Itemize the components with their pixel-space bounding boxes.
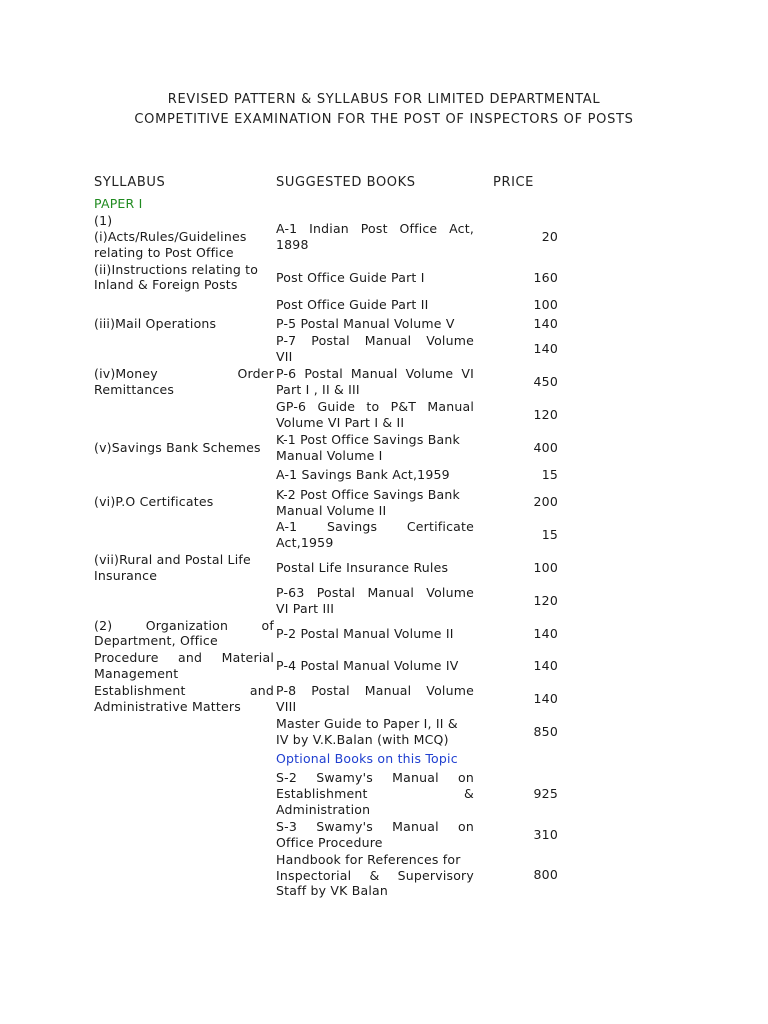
header-syllabus: SYLLABUS — [94, 175, 166, 190]
syllabus-item-7-line-2: Insurance — [94, 568, 158, 583]
optional-book-2-price: 310 — [533, 827, 558, 842]
syllabus-item-1-line-2: relating to Post Office — [94, 245, 234, 260]
book-12-title: Postal Life Insurance Rules — [276, 560, 449, 575]
book-13-price: 120 — [533, 593, 558, 608]
book-12-price: 100 — [533, 560, 558, 575]
book-9-price: 15 — [541, 467, 558, 482]
book-15-title: P-4 Postal Manual Volume IV — [276, 658, 459, 673]
optional-book-3-line-1: Handbook for References for — [276, 852, 461, 867]
book-1-price: 20 — [541, 229, 558, 244]
book-13-line-2: VI Part III — [276, 601, 335, 616]
book-1-line-2: 1898 — [276, 237, 309, 252]
book-10-price: 200 — [533, 494, 558, 509]
book-2-price: 160 — [533, 270, 558, 285]
syllabus-item-7-line-1: (vii)Rural and Postal Life — [94, 552, 251, 567]
book-11-line-1: A-1 Savings Certificate — [276, 519, 474, 534]
book-6-line-2: Part I , II & III — [276, 382, 360, 397]
book-14-price: 140 — [533, 626, 558, 641]
book-10-line-2: Manual Volume II — [276, 503, 387, 518]
header-suggested-books: SUGGESTED BOOKS — [276, 175, 416, 190]
paper-label: PAPER I — [94, 196, 143, 211]
book-17-line-1: Master Guide to Paper I, II & — [276, 716, 458, 731]
syllabus-item-8-line-1: (2) Organization of — [94, 618, 274, 633]
optional-book-2-line-2: Office Procedure — [276, 835, 383, 850]
book-16-price: 140 — [533, 691, 558, 706]
book-9-title: A-1 Savings Bank Act,1959 — [276, 467, 450, 482]
document-title-line-1: REVISED PATTERN & SYLLABUS FOR LIMITED DEPARTMENTAL — [167, 92, 601, 107]
syllabus-item-4-line-1: (iv)Money Order — [94, 366, 274, 381]
syllabus-item-9-line-2: Management — [94, 666, 179, 681]
book-2-title: Post Office Guide Part I — [276, 270, 425, 285]
syllabus-item-1-line-1: (i)Acts/Rules/Guidelines — [94, 229, 247, 244]
book-8-line-1: K-1 Post Office Savings Bank — [276, 432, 460, 447]
syllabus-item-10-line-2: Administrative Matters — [94, 699, 241, 714]
syllabus-item-5: (v)Savings Bank Schemes — [94, 440, 261, 455]
header-price: PRICE — [493, 175, 534, 190]
book-4-title: P-5 Postal Manual Volume V — [276, 316, 455, 331]
book-1-line-1: A-1 Indian Post Office Act, — [276, 221, 474, 236]
book-16-line-1: P-8 Postal Manual Volume — [276, 683, 474, 698]
optional-book-1-price: 925 — [533, 786, 558, 801]
book-15-price: 140 — [533, 658, 558, 673]
book-16-line-2: VIII — [276, 699, 297, 714]
syllabus-section-1-number: (1) — [94, 213, 113, 228]
book-4-price: 140 — [533, 316, 558, 331]
book-11-line-2: Act,1959 — [276, 535, 334, 550]
book-5-price: 140 — [533, 341, 558, 356]
optional-book-1-line-1: S-2 Swamy's Manual on — [276, 770, 474, 785]
book-14-title: P-2 Postal Manual Volume II — [276, 626, 454, 641]
book-3-price: 100 — [533, 297, 558, 312]
book-6-line-1: P-6 Postal Manual Volume VI — [276, 366, 474, 381]
optional-book-3-line-3: Staff by VK Balan — [276, 883, 388, 898]
optional-book-3-line-2: Inspectorial & Supervisory — [276, 868, 474, 883]
syllabus-item-3: (iii)Mail Operations — [94, 316, 217, 331]
book-13-line-1: P-63 Postal Manual Volume — [276, 585, 474, 600]
syllabus-item-4-line-2: Remittances — [94, 382, 175, 397]
book-7-line-2: Volume VI Part I & II — [276, 415, 405, 430]
book-8-price: 400 — [533, 440, 558, 455]
optional-book-1-line-2: Establishment & — [276, 786, 474, 801]
book-5-line-2: VII — [276, 349, 293, 364]
book-7-line-1: GP-6 Guide to P&T Manual — [276, 399, 474, 414]
optional-books-heading: Optional Books on this Topic — [276, 751, 458, 766]
syllabus-item-10-line-1: Establishment and — [94, 683, 274, 698]
syllabus-item-8-line-2: Department, Office — [94, 633, 218, 648]
syllabus-item-2-line-2: Inland & Foreign Posts — [94, 277, 238, 292]
syllabus-item-2-line-1: (ii)Instructions relating to — [94, 262, 259, 277]
book-11-price: 15 — [541, 527, 558, 542]
optional-book-3-price: 800 — [533, 867, 558, 882]
optional-book-1-line-3: Administration — [276, 802, 371, 817]
syllabus-item-9-line-1: Procedure and Material — [94, 650, 274, 665]
book-8-line-2: Manual Volume I — [276, 448, 383, 463]
book-10-line-1: K-2 Post Office Savings Bank — [276, 487, 460, 502]
book-7-price: 120 — [533, 407, 558, 422]
book-17-line-2: IV by V.K.Balan (with MCQ) — [276, 732, 449, 747]
book-3-title: Post Office Guide Part II — [276, 297, 429, 312]
syllabus-item-6: (vi)P.O Certificates — [94, 494, 214, 509]
book-17-price: 850 — [533, 724, 558, 739]
document-title-line-2: COMPETITIVE EXAMINATION FOR THE POST OF INSPECTORS OF POSTS — [134, 112, 634, 127]
optional-book-2-line-1: S-3 Swamy's Manual on — [276, 819, 474, 834]
book-5-line-1: P-7 Postal Manual Volume — [276, 333, 474, 348]
book-6-price: 450 — [533, 374, 558, 389]
